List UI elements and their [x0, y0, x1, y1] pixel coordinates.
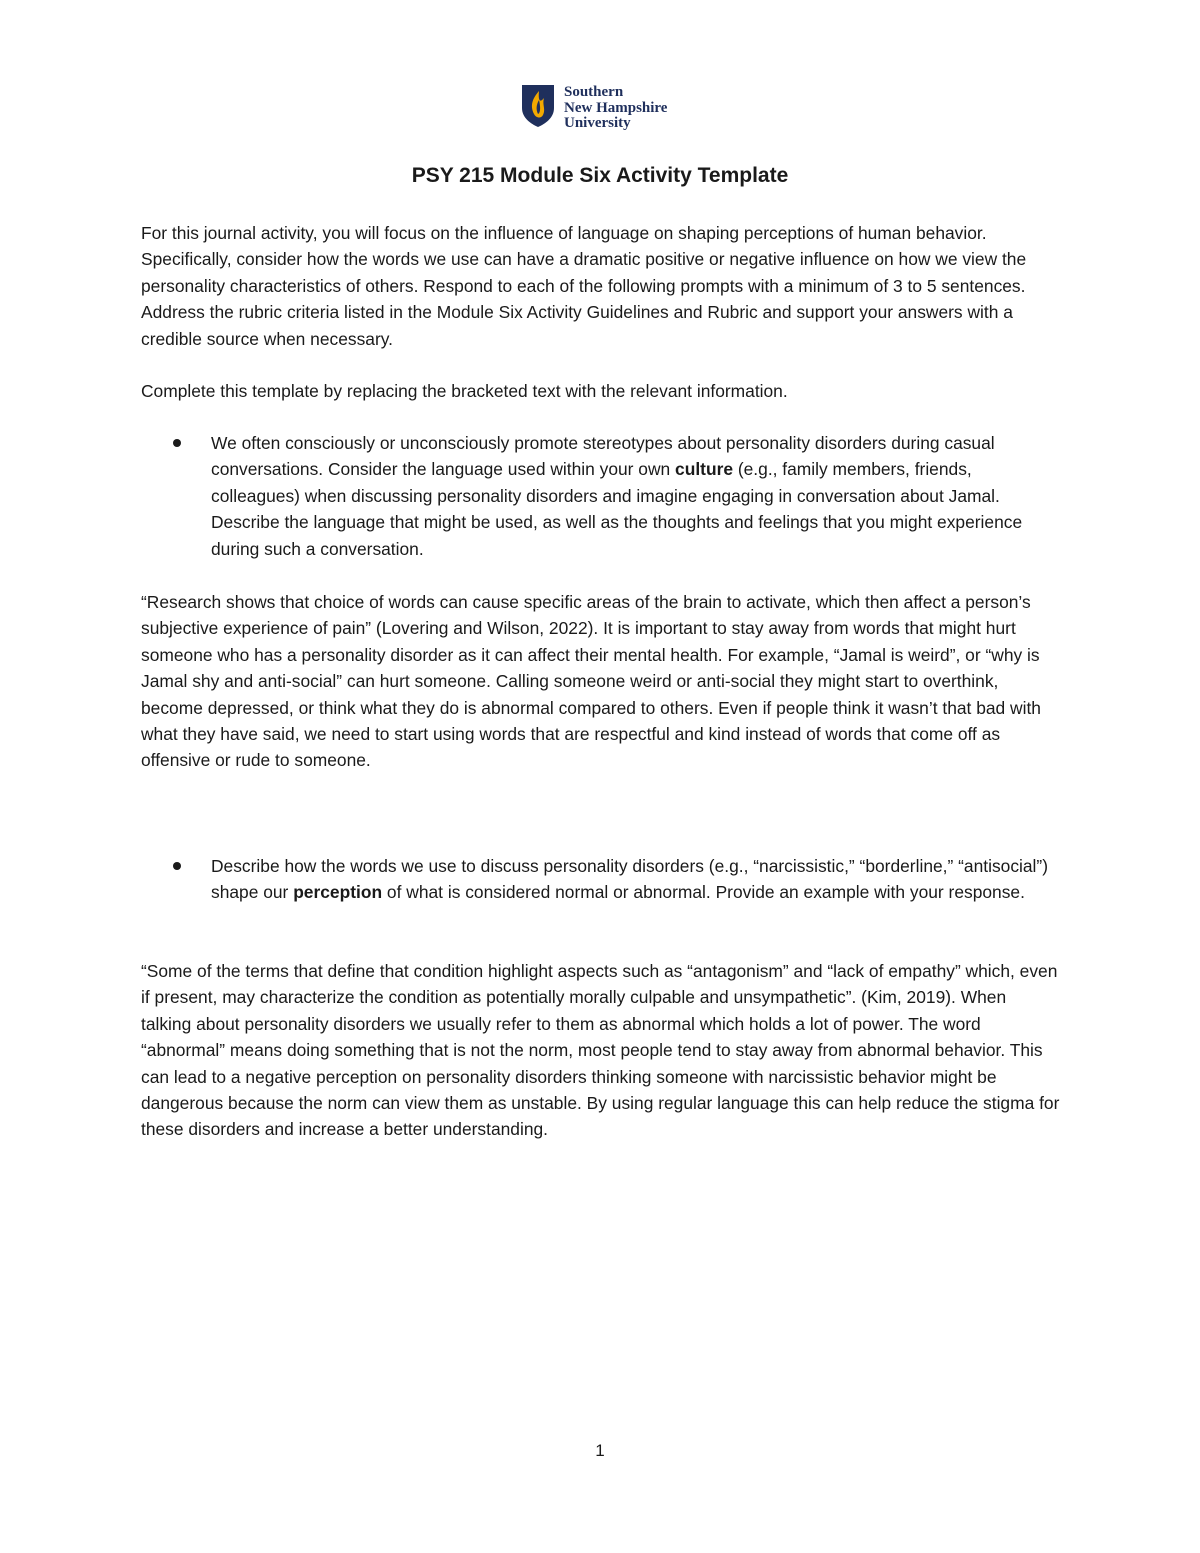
logo-line-university: University	[564, 115, 631, 131]
prompt-2-text-start: Describe how the words we use to discuss personality disorders (e.g., “narcissistic,” “borderline,” “antisocial”) shape our	[211, 856, 1048, 903]
snhu-logo	[521, 84, 667, 132]
page-number: 1	[595, 1441, 605, 1460]
logo-line-new-hampshire: New Hampshire	[564, 99, 668, 116]
prompt-1-keyword: culture	[675, 459, 734, 480]
prompt-2-bullet	[141, 853, 1061, 906]
prompt-2-text	[211, 853, 1056, 906]
answer-2-paragraph: “Some of the terms that define that condition highlight aspects such as “antagonism” and “lack of empathy” which, even if present, may characterize the condition as potentially morally culpable and unsympathetic”. (Kim, 2019). When talking about personality disorders we usually refer to them as abnormal which holds a lot of power. The word “abnormal” means doing something that is not the norm, most people tend to stay away from abnormal behavior. This can lead to a negative perception on personality disorders thinking someone with narcissistic behavior might be dangerous because the norm can view them as unstable. By using regular language this can help reduce the stigma for these disorders and increase a better understanding.	[141, 961, 1060, 1140]
answer-1-paragraph: “Research shows that choice of words can cause specific areas of the brain to activate, which then affect a person’s subjective experience of pain” (Lovering and Wilson, 2022). It is important to stay away from words that might hurt someone who has a personality disorder as it can affect their mental health. For example, “Jamal is weird”, or “why is Jamal shy and anti-social” can hurt someone. Calling someone weird or anti-social they might start to overthink, become depressed, or think what they do is abnormal compared to others. Even if people think it wasn’t that bad with what they have said, we need to start using words that are respectful and kind instead of words that come off as offensive or rude to someone.	[141, 592, 1041, 771]
logo-line-southern: Southern	[564, 84, 624, 100]
bullet-icon	[173, 862, 181, 870]
prompt-1-text-start: We often consciously or unconsciously promote stereotypes about personality disorders during casual conversations. Consider the language used within your own	[211, 433, 995, 480]
prompt-1-bullet	[141, 430, 1061, 562]
logo-wordmark	[564, 85, 667, 132]
bullet-icon	[173, 439, 181, 447]
document-title: PSY 215 Module Six Activity Template	[411, 164, 789, 187]
prompt-1-text	[211, 430, 1056, 562]
prompt-2-keyword: perception	[293, 882, 383, 903]
instruction-paragraph: Complete this template by replacing the bracketed text with the relevant information.	[141, 381, 788, 401]
prompt-2-text-end: of what is considered normal or abnormal. Provide an example with your response.	[382, 882, 1025, 903]
intro-paragraph: For this journal activity, you will focus on the influence of language on shaping perceptions of human behavior. Specifically, consider how the words we use can have a dramatic positive or negative influence on how we view the personality characteristics of others. Respond to each of the following prompts with a minimum of 3 to 5 sentences. Address the rubric criteria listed in the Module Six Activity Guidelines and Rubric and support your answers with a credible source when necessary.	[141, 223, 1027, 349]
prompt-1-text-end: (e.g., family members, friends, colleagues) when discussing personality disorders and imagine engaging in conversation about Jamal. Describe the language that might be used, as well as the thoughts and feelings that you might experience during such a conversation.	[211, 459, 1023, 559]
snhu-shield-icon	[521, 84, 555, 128]
